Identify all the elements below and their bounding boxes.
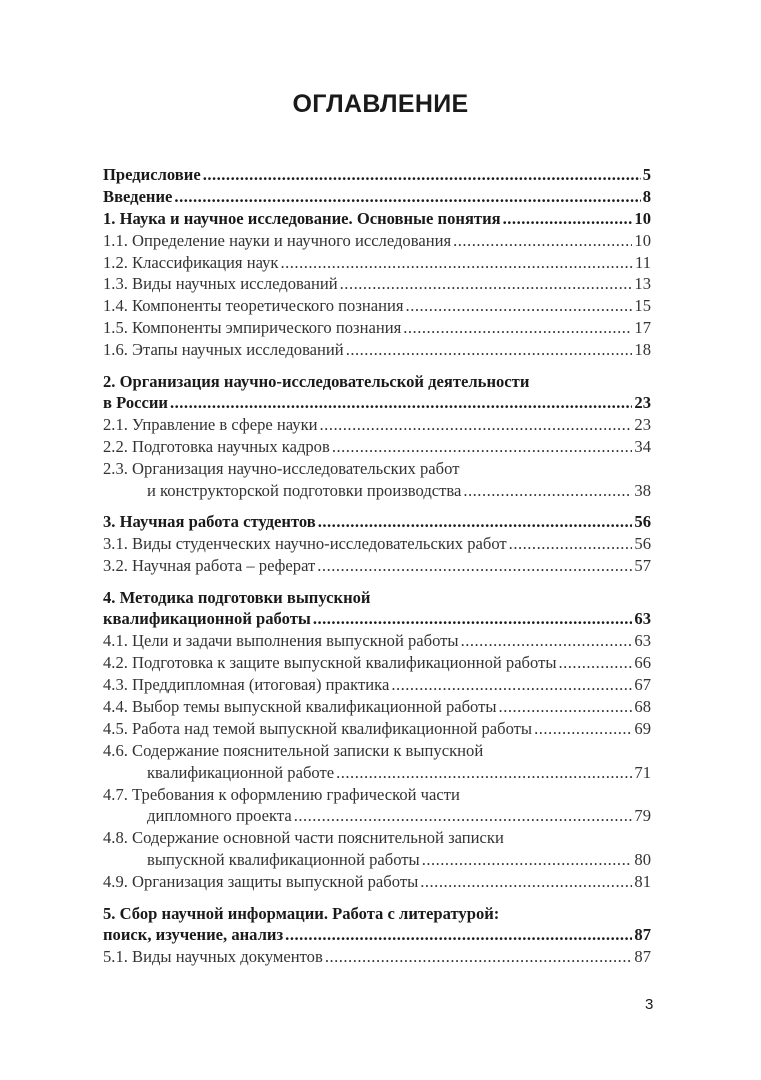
entry-page-number: 57 <box>634 556 651 576</box>
entry-page-number: 56 <box>634 534 651 554</box>
toc-subsection-entry[interactable] <box>103 317 651 339</box>
entry-page-number: 10 <box>634 208 651 228</box>
entry-title: и конструкторской подготовки производства <box>147 480 462 500</box>
toc-subsection-entry[interactable] <box>103 696 651 718</box>
entry-title: 1. Наука и научное исследование. Основные понятия <box>103 208 501 228</box>
dot-leader <box>509 533 633 555</box>
entry-page-number: 38 <box>634 480 651 500</box>
dot-leader <box>340 273 633 295</box>
entry-title: 4.5. Работа над темой выпускной квалификационной работы <box>103 718 533 738</box>
dot-leader <box>285 924 632 946</box>
toc-chapter-entry[interactable] <box>103 511 651 533</box>
dot-leader <box>463 480 632 502</box>
toc-section <box>103 511 651 577</box>
dot-leader <box>320 414 633 436</box>
entry-title: квалификационной работы <box>103 609 311 629</box>
toc-section <box>103 587 651 893</box>
entry-title: 4.9. Организация защиты выпускной работы <box>103 872 419 892</box>
entry-page-number: 8 <box>642 186 651 206</box>
dot-leader <box>325 946 633 968</box>
entry-page-number: 56 <box>634 512 651 532</box>
toc-subsection-entry[interactable] <box>103 784 651 828</box>
entry-title: 1.2. Классификация наук <box>103 252 279 272</box>
entry-title: 1.6. Этапы научных исследований <box>103 340 344 360</box>
dot-leader <box>294 805 633 827</box>
toc-subsection-entry[interactable] <box>103 252 651 274</box>
toc-subsection-entry[interactable] <box>103 827 651 871</box>
toc-subsection-entry[interactable] <box>103 652 651 674</box>
entry-title: 2. Организация научно-исследовательской деятельности <box>103 371 530 391</box>
entry-page-number: 17 <box>634 318 651 338</box>
entry-page-number: 87 <box>634 925 651 945</box>
toc-subsection-entry[interactable] <box>103 630 651 652</box>
dot-leader <box>317 555 632 577</box>
toc-section <box>103 164 651 361</box>
toc-section <box>103 371 651 502</box>
entry-title: Введение <box>103 186 173 206</box>
toc-section <box>103 903 651 969</box>
entry-page-number: 87 <box>634 947 651 967</box>
toc-subsection-entry[interactable] <box>103 555 651 577</box>
entry-title: 2.3. Организация научно-исследовательских работ <box>103 459 460 479</box>
dot-leader <box>336 762 632 784</box>
dot-leader <box>170 392 632 414</box>
toc-chapter-entry[interactable] <box>103 208 651 230</box>
entry-page-number: 15 <box>634 296 651 316</box>
entry-title: 2.1. Управление в сфере науки <box>103 415 318 435</box>
dot-leader <box>534 718 632 740</box>
dot-leader <box>503 208 633 230</box>
entry-page-number: 13 <box>634 274 651 294</box>
entry-page-number: 69 <box>634 718 651 738</box>
dot-leader <box>461 630 633 652</box>
toc-subsection-entry[interactable] <box>103 946 651 968</box>
dot-leader <box>280 252 633 274</box>
entry-title: квалификационной работе <box>147 762 335 782</box>
toc-subsection-entry[interactable] <box>103 273 651 295</box>
entry-title: 1.1. Определение науки и научного исследования <box>103 230 452 250</box>
entry-page-number: 81 <box>634 872 651 892</box>
dot-leader <box>313 608 633 630</box>
entry-title: 4.8. Содержание основной части пояснительной записки <box>103 828 504 848</box>
toc-subsection-entry[interactable] <box>103 230 651 252</box>
toc-subsection-entry[interactable] <box>103 740 651 784</box>
toc-subsection-entry[interactable] <box>103 436 651 458</box>
dot-leader <box>403 317 632 339</box>
entry-title: дипломного проекта <box>147 806 292 826</box>
dot-leader <box>422 849 633 871</box>
entry-title: 4.7. Требования к оформлению графической части <box>103 784 460 804</box>
entry-page-number: 66 <box>634 653 651 673</box>
entry-page-number: 11 <box>635 252 651 272</box>
dot-leader <box>406 295 633 317</box>
entry-title: Предисловие <box>103 165 201 184</box>
toc-chapter-entry[interactable] <box>103 371 651 415</box>
entry-title: 2.2. Подготовка научных кадров <box>103 437 330 457</box>
entry-title: 3.2. Научная работа – реферат <box>103 556 316 576</box>
entry-title: 5.1. Виды научных документов <box>103 947 323 967</box>
entry-title: 4.6. Содержание пояснительной записки к выпускной <box>103 740 484 760</box>
entry-page-number: 68 <box>634 696 651 716</box>
toc-subsection-entry[interactable] <box>103 458 651 502</box>
toc-chapter-entry[interactable] <box>103 164 651 186</box>
table-of-contents <box>103 164 651 978</box>
entry-page-number: 34 <box>634 437 651 457</box>
dot-leader <box>558 652 632 674</box>
dot-leader <box>203 164 641 186</box>
entry-page-number: 80 <box>634 850 651 870</box>
entry-title: 1.4. Компоненты теоретического познания <box>103 296 404 316</box>
entry-title: в России <box>103 393 168 413</box>
entry-page-number: 79 <box>634 806 651 826</box>
toc-subsection-entry[interactable] <box>103 871 651 893</box>
dot-leader <box>174 186 640 208</box>
entry-title: 5. Сбор научной информации. Работа с литературой: <box>103 903 500 923</box>
entry-title: 4.4. Выбор темы выпускной квалификационной работы <box>103 696 497 716</box>
entry-title: 3.1. Виды студенческих научно-исследовательских работ <box>103 534 507 554</box>
entry-title: 4.2. Подготовка к защите выпускной квалификационной работы <box>103 653 557 673</box>
entry-page-number: 23 <box>634 393 651 413</box>
page-number: 3 <box>645 996 654 1013</box>
toc-subsection-entry[interactable] <box>103 295 651 317</box>
entry-title: 4. Методика подготовки выпускной <box>103 587 371 607</box>
dot-leader <box>420 871 632 893</box>
toc-subsection-entry[interactable] <box>103 414 651 436</box>
toc-subsection-entry[interactable] <box>103 533 651 555</box>
dot-leader <box>453 230 632 252</box>
dot-leader <box>391 674 632 696</box>
entry-page-number: 5 <box>642 165 651 184</box>
entry-title: поиск, изучение, анализ <box>103 925 284 945</box>
entry-page-number: 23 <box>634 415 651 435</box>
toc-chapter-entry[interactable] <box>103 587 651 631</box>
entry-page-number: 63 <box>634 609 651 629</box>
dot-leader <box>332 436 633 458</box>
toc-subsection-entry[interactable] <box>103 339 651 361</box>
entry-title: 4.3. Преддипломная (итоговая) практика <box>103 675 390 695</box>
dot-leader <box>346 339 633 361</box>
entry-page-number: 18 <box>634 340 651 360</box>
dot-leader <box>318 511 633 533</box>
entry-title: 1.5. Компоненты эмпирического познания <box>103 318 402 338</box>
entry-page-number: 71 <box>634 762 651 782</box>
page-title: ОГЛАВЛЕНИЕ <box>292 90 469 118</box>
entry-title: 4.1. Цели и задачи выполнения выпускной работы <box>103 631 459 651</box>
dot-leader <box>499 696 633 718</box>
entry-page-number: 67 <box>634 675 651 695</box>
toc-subsection-entry[interactable] <box>103 674 651 696</box>
entry-title: выпускной квалификационной работы <box>147 850 420 870</box>
toc-chapter-entry[interactable] <box>103 186 651 208</box>
toc-chapter-entry[interactable] <box>103 903 651 947</box>
entry-page-number: 63 <box>634 631 651 651</box>
entry-title: 1.3. Виды научных исследований <box>103 274 338 294</box>
entry-title: 3. Научная работа студентов <box>103 512 316 532</box>
entry-page-number: 10 <box>634 230 651 250</box>
toc-subsection-entry[interactable] <box>103 718 651 740</box>
